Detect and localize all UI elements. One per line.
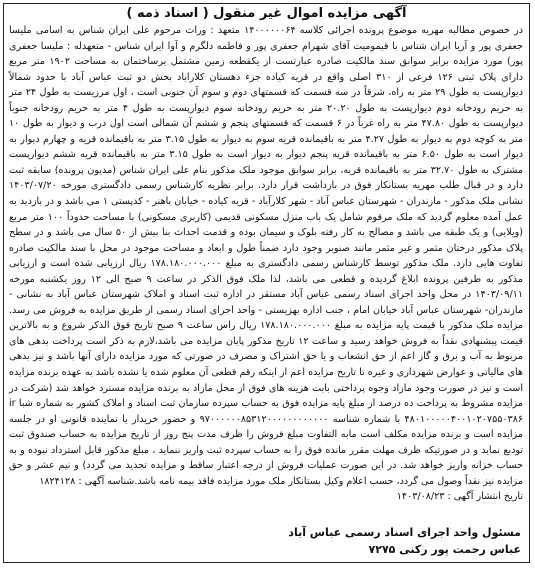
notice-box — [3, 3, 530, 563]
publish-date: تاریخ انتشار آگهی : ۱۴۰۳/۰۸/۲۳ — [396, 491, 523, 503]
signature-title: مسئول واحد اجرای اسناد رسمی عباس آباد — [288, 526, 521, 539]
notice-body: در خصوص مطالبه مهریه موضوع پرونده اجرائی کلاسه ۱۴۰۰۰۰۰۰۶۴ متعهد : وراث مرحوم علی ایران شناس به اسامی ملیسا جعفری پور و آریا ایران شناس با قیمومیت آقای شهرام جعفری پور و فاطمه دلگرم و آوا ایران شناس - متعهدله : ملیسا جعفری پور) مورد مزایده برابر سوابق سند مالکیت صادره عبارتست از یکقطعه زمین مشتمل برساختمان به مساحت ۱۹۰۲ متر مربع دارای پلاک ثبتی ۱۲۶ فرعی از ۳۱۰ اصلی واقع در قریه کیاده جزء دهستان کلاراباد بخش دو ثبت عباس آباد با حدود شمالاً دیوارپست به طول ۲۹ متر به راه، شرقاً در سه قسمت که قسمتهای دوم و سوم آن جنوبی است ، اول مرزیست به طول ۲۴ متر به حریم رودخانه دوم دیوارپست به طول ۲۰.۲۰ متر به حریم رودخانه سوم دیوارپست به طول ۴ متر به حریم رودخانه جنوباً دیوارپست به طول ۴۷.۸۰ متر به راه غرباً در ۶ قسمت که قسمتهای پنجم و ششم آن شمالی است اول درب و دیوار به طول ۱۰ متر به کوچه دوم به دیوار به طول ۴.۲۷ متر به باقیمانده قریه سوم به دیوار به طول ۳.۱۵ متر به باقیمانده قریه و چهارم دیوار به دیوار است به طول ۶.۵۰ متر به باقیمانده قریه پنجم دیوار به دیوار است به طول ۳.۱۵ متر به باقیمانده قریه ششم دیوارپست مشترک به طول ۳۲.۷۰ متر به باقیمانده قریه، برابر سوابق موجود ملک مذکور بنام علی ایران شناس (مدیون پرونده) سابقه ثبت دارد و در قبال طلب مهریه بستانکار فوق در بازداشت قرار دارد. برابر نظریه کارشناس رسمی دادگستری مورخه ۱۴۰۳/۰۷/۲۰ نشانی ملک مذکور - مازندران - شهرستان عباس آباد - شهر کلارآباد - قریه کیاده - خیابان باهنر - کدپستی ۱ می باشد و در بازدید به عمل آمده معلوم گردید که ملک مرقوم شامل یک باب منزل مسکونی قدیمی (کاربری مسکونی) با مساحت حدوداً ۱۰۰ متر مربع (ویلایی) و یک طبقه می باشد و مصالح به کار رفته بلوک و سیمان بوده و قدمت احداث بنا بیش از ۵۰ سال می باشد و در سطح پلاک مذکور درختان مثمر و غیر مثمر مانند صنوبر وجود دارد ضمناً طول و ابعاد و مساحت موجود در محل با سند مالکیت صادره تفاوت هایی دارد. ملک مذکور توسط کارشناس رسمی دادگستری به مبلغ ۱۷۸.۱۸۰.۰۰۰.۰۰۰ ریال ارزیابی شده است و ارزیابی مذکور به طرفین پرونده ابلاغ گردیده و قطعی می باشد، لذا ملک فوق الذکر در ساعت ۹ صبح الی ۱۲ روز یکشنبه مورخه ۱۴۰۳/۰۹/۱۱ در محل واحد اجرای اسناد رسمی عباس آباد مستقر در اداره ثبت اسناد و املاک شهرستان عباس آباد به نشانی - مازندران- شهرستان عباس آباد خیابان امام ، جنب اداره بهزیستی - واحد اجرای اسناد رسمی از طریق مزایده به فروش می رسد. مزایده ملک مذکور با قیمت پایه مزایده به مبلغ ۱۷۸.۱۸۰.۰۰۰.۰۰۰ ریال راس ساعت ۹ صبح تاریخ فوق الذکر شروع و به بالاترین قیمت پیشنهادی نقداً به فروش خواهد رسید و ساعت ۱۲ تاریخ مذکور پایان مزایده می باشد،لازم به ذکر است پرداخت بدهی های مربوط به آب و برق و گاز اعم از حق انشعاب و یا حق اشتراک و مصرف در صورتی که مورد مزایده دارای آنها باشد و نیز بدهی های مالیاتی و عوارض شهرداری و غیره تا تاریخ مزایده اعم از اینکه رقم قطعی آن معلوم شده یا نشده باشد به عهده برنده مزایده است و نیز در صورت وجود مازاد وجوه پرداختی بابت هزینه های فوق از محل مازاد به برنده مزایده مسترد خواهد شد (شرکت در مزایده مشروط به پرداخت ده درصد از مبلغ پایه مزایده فوق به حساب سپرده سازمان ثبت اسناد و املاک کشور به شماره شبا ir ۴۸۰۱۰۰۰۰۰۴۰۰۱۰۲۰۷۵۵۰۳۸۶ با شماره شناسه ۹۷۰۰۰۰۰۰۸۵۳۱۲۰۰۰۰۰۰۰۰۰۰۰۰ و حضور خریدار یا نماینده قانونی او در جلسه مزایده است و برنده مزایده مکلف است مابه التفاوت مبلغ فروش را ظرف مدت پنج روز از تاریخ مزایده به حساب صندوق ثبت تودیع نماید و در صورتیکه ظرف مهلت مقرر مانده فوق را به حساب سپرده ثبت واریز ننماید ، مبلغ مذکور قابل استرداد نبوده و به حساب خزانه واریز خواهد شد. در این صورت عملیات فروش از درجه اعتبار ساقط و مزایده تجدید می گردد) و نیم عشر و حق مزایده نیز نقداً وصول می گردد، حسب اعلام وکیل بستانکار ملک مورد مزایده فاقد بیمه نامه باشد.شناسه آگهی : ۱۸۲۴۱۲۸ — [9, 25, 524, 487]
notice-title: آگهی مزایده اموال غیر منقول ( اسناد ذمه ) — [126, 6, 407, 21]
signature-name: عباس رحمت پور رکنی ۷۲۷۵ — [368, 543, 521, 556]
signature-block — [288, 524, 521, 558]
